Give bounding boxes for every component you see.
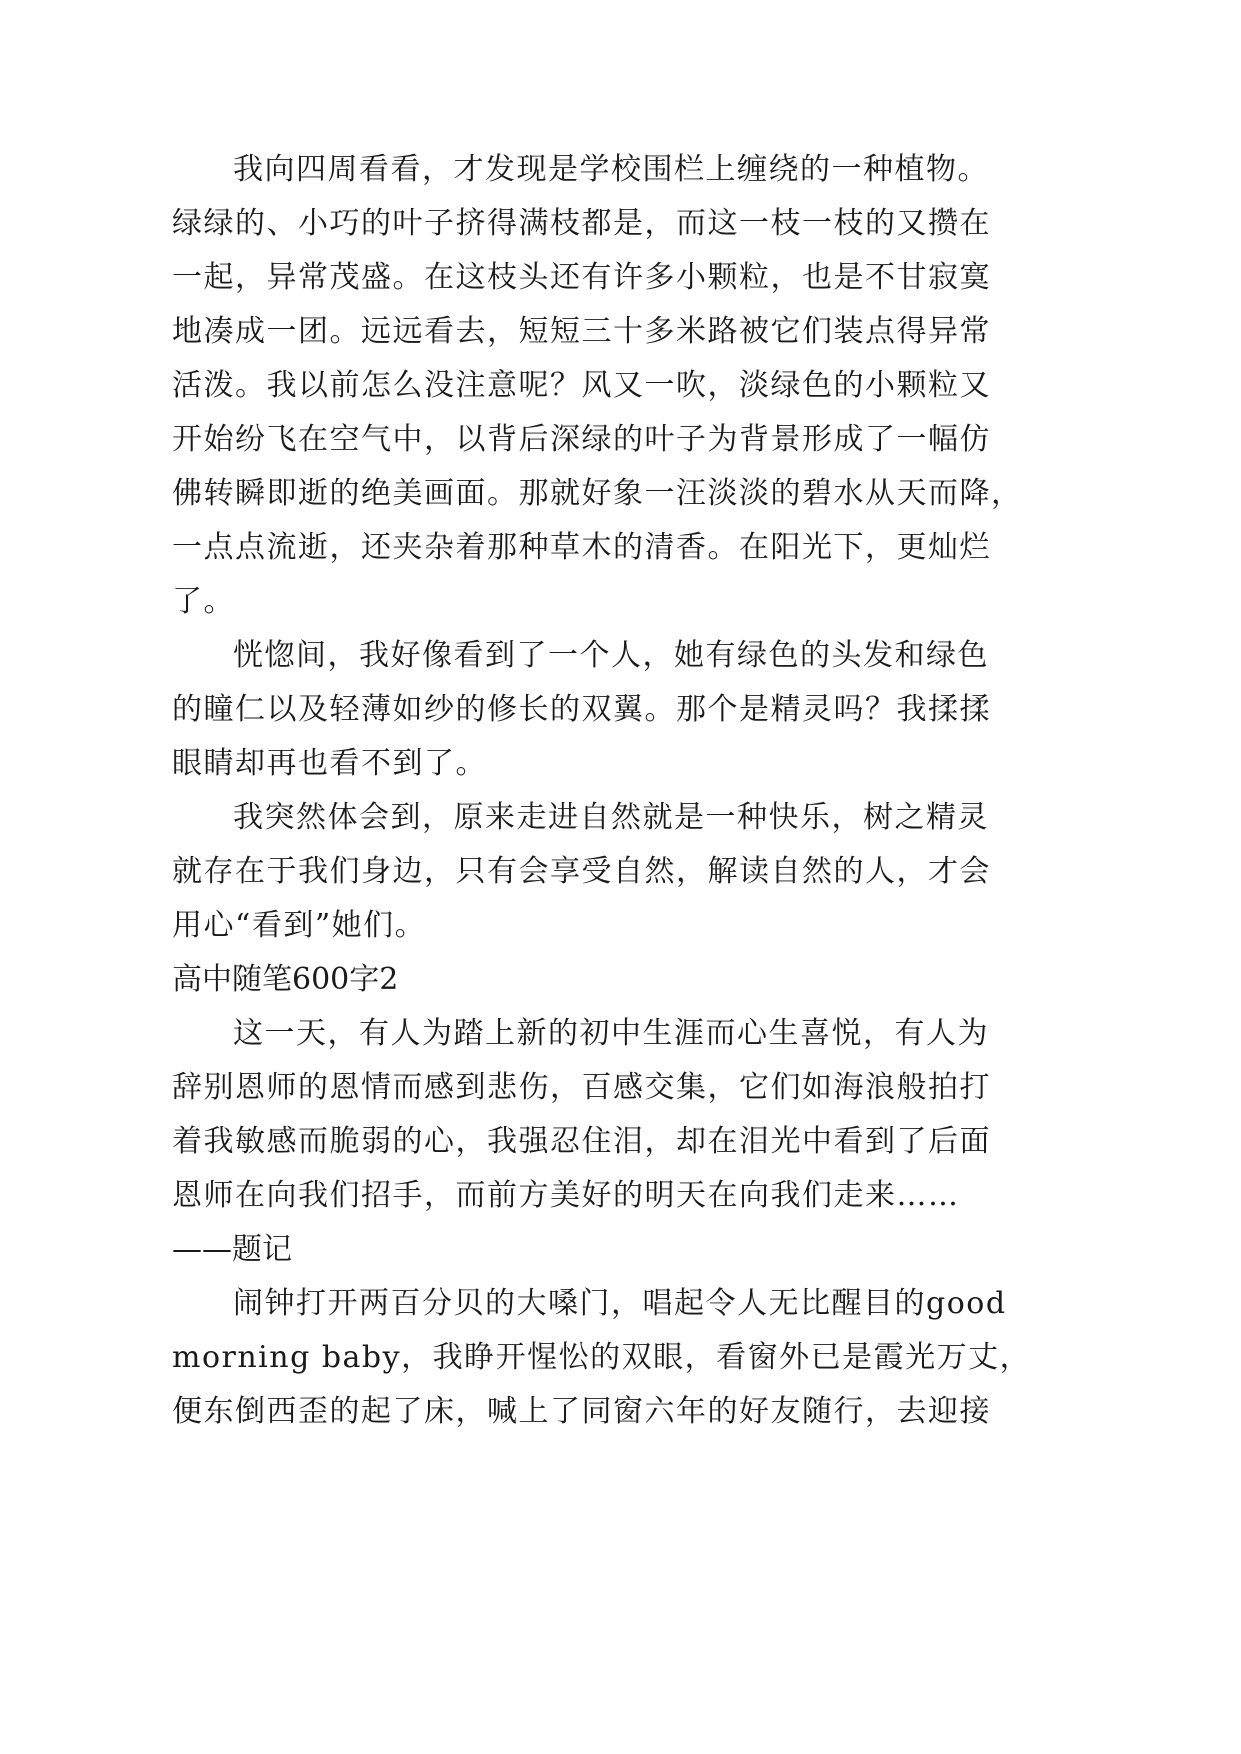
- text-line: 了。: [172, 584, 235, 619]
- text-line: 就存在于我们身边，只有会享受自然，解读自然的人，才会: [172, 854, 991, 889]
- section-heading: 高中随笔600字2: [172, 962, 399, 997]
- text-line: 一起，异常茂盛。在这枝头还有许多小颗粒，也是不甘寂寞: [172, 260, 991, 295]
- text-line: 恍惚间，我好像看到了一个人，她有绿色的头发和绿色: [233, 638, 989, 673]
- epigraph-attribution: ——题记: [172, 1232, 292, 1267]
- text-line: 用心“看到”她们。: [172, 908, 427, 943]
- text-line: 恩师在向我们招手，而前方美好的明天在向我们走来……: [172, 1178, 960, 1213]
- text-line: 我突然体会到，原来走进自然就是一种快乐，树之精灵: [233, 800, 989, 835]
- text-line: 佛转瞬即逝的绝美画面。那就好象一汪淡淡的碧水从天而降，: [172, 476, 1023, 511]
- text-line: 我向四周看看，才发现是学校围栏上缠绕的一种植物。: [233, 152, 989, 187]
- text-line: 开始纷飞在空气中，以背后深绿的叶子为背景形成了一幅仿: [172, 422, 991, 457]
- text-line: 活泼。我以前怎么没注意呢？风又一吹，淡绿色的小颗粒又: [172, 368, 991, 403]
- text-line: 便东倒西歪的起了床，喊上了同窗六年的好友随行，去迎接: [172, 1394, 991, 1429]
- text-line: 一点点流逝，还夹杂着那种草木的清香。在阳光下，更灿烂: [172, 530, 991, 565]
- text-line: 闹钟打开两百分贝的大嗓门，唱起令人无比醒目的good: [233, 1286, 1007, 1321]
- text-line: 着我敏感而脆弱的心，我强忍住泪，却在泪光中看到了后面: [172, 1124, 991, 1159]
- text-line: 眼睛却再也看不到了。: [172, 746, 487, 781]
- text-line: 绿绿的、小巧的叶子挤得满枝都是，而这一枝一枝的又攒在: [172, 206, 991, 241]
- text-line: morning baby，我睁开惺忪的双眼，看窗外已是霞光万丈，: [172, 1340, 1032, 1375]
- text-line: 辞别恩师的恩情而感到悲伤，百感交集，它们如海浪般拍打: [172, 1070, 991, 1105]
- text-line: 这一天，有人为踏上新的初中生涯而心生喜悦，有人为: [233, 1016, 989, 1051]
- text-line: 地凑成一团。远远看去，短短三十多米路被它们装点得异常: [172, 314, 991, 349]
- text-line: 的瞳仁以及轻薄如纱的修长的双翼。那个是精灵吗？我揉揉: [172, 692, 991, 727]
